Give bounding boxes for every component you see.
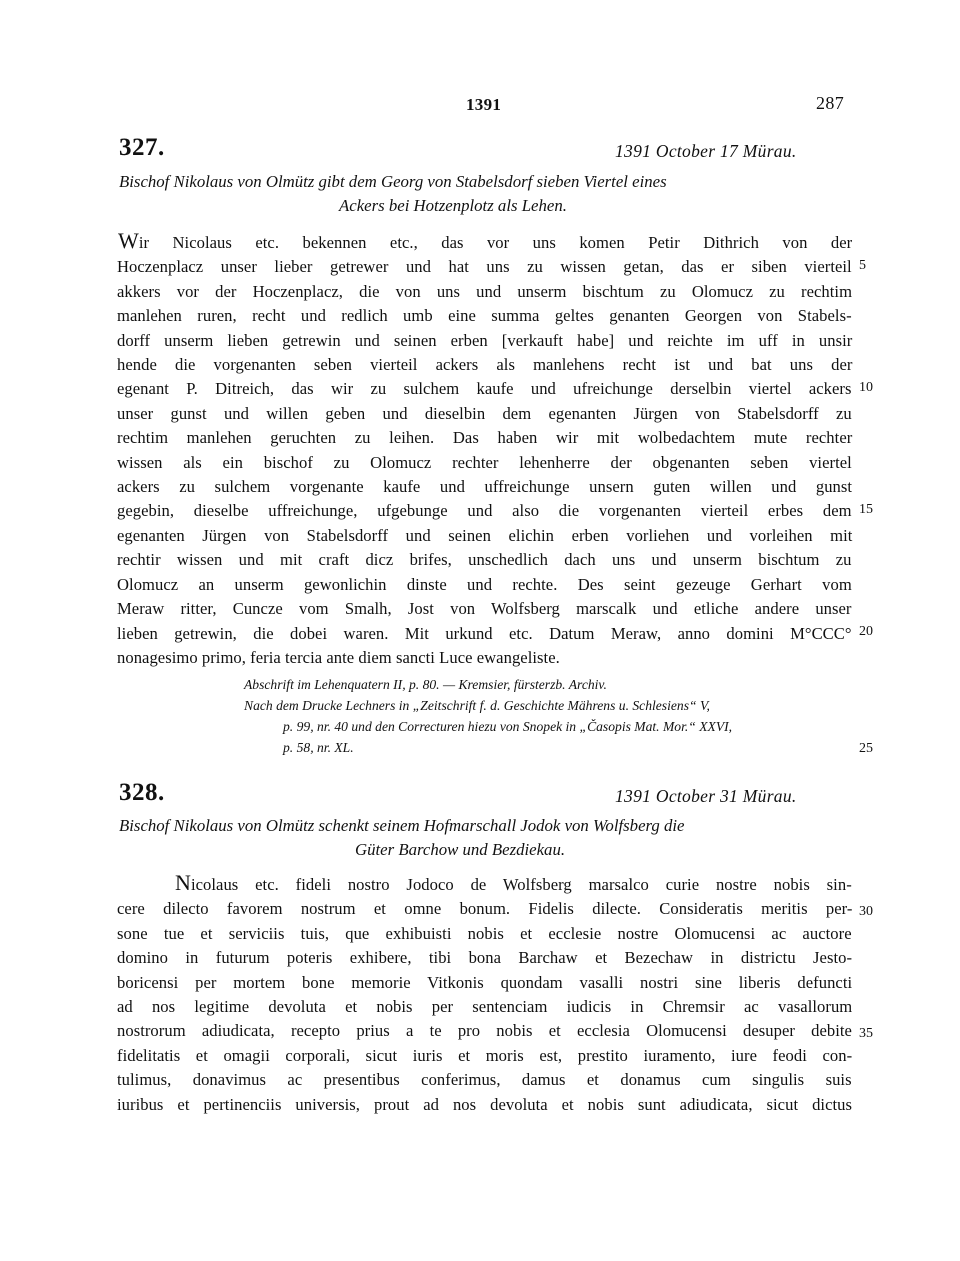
text-line: dorff unserm lieben getrewin und seinen erben [verkauft habe] und reichte im uff in unsir — [117, 330, 853, 350]
document-text — [117, 871, 852, 1117]
text-line: ackers zu sulchem vorgenante kaufe und uffreichunge unsern guten willen und gunst — [117, 477, 853, 497]
text-line: unser gunst und willen geben und dieselbin dem egenanten Jürgen von Stabelsdorff zu — [117, 403, 852, 423]
document-date: 1391 October 31 Mürau. — [615, 786, 797, 806]
initial-letter: W — [118, 228, 139, 253]
initial-letter: N — [175, 870, 191, 895]
text-line: manlehen ruren, recht und redlich umb eine summa geltes genanten Georgen von Stabels- — [117, 306, 852, 326]
text-line: fidelitatis et omagii corporali, sicut iuris et moris est, prestito iuramento, iure feodi con- — [117, 1045, 853, 1065]
regest-line: Güter Barchow und Bezdiekau. — [355, 840, 566, 859]
line-number: 25 — [859, 741, 873, 756]
document-number: 327. — [119, 134, 165, 161]
text-line: hende die vorgenanten seben vierteil ackers als manlehens recht ist und bat uns der — [117, 355, 853, 375]
page-number: 287 — [816, 93, 845, 113]
document-date: 1391 October 17 Mürau. — [615, 141, 797, 161]
text-line — [117, 229, 852, 255]
source-note: Abschrift im Lehenquatern II, p. 80. — Kremsier, fürsterzb. Archiv. — [244, 677, 607, 692]
source-note: p. 99, nr. 40 und den Correcturen hiezu von Snopek in „Časopis Mat. Mor.“ XXVI, — [283, 719, 733, 734]
line-number: 15 — [859, 502, 873, 517]
text-line: rechtim manlehen geruchten zu leihen. Das haben wir mit wolbedachtem mute rechter — [117, 428, 853, 448]
text-line: Hoczenplacz unser lieber getrewer und hat uns zu wissen getan, das er siben vierteil — [117, 257, 852, 277]
text-line: rechtir wissen und mit craft dicz brifes, unschedlich dach uns und unserm bischtum zu — [117, 550, 852, 570]
line-number: 30 — [859, 904, 873, 919]
regest-line: Ackers bei Hotzenplotz als Lehen. — [339, 196, 567, 215]
text-line: egenanten Jürgen von Stabelsdorff und seinen elichin erben vorliehen und vorleihen mit — [117, 525, 853, 545]
source-note: Nach dem Drucke Lechners in „Zeitschrift f. d. Geschichte Mährens u. Schlesiens“ V, — [244, 698, 710, 713]
text-line: akkers vor der Hoczenplacz, die von uns und unserm bischtum zu Olomucz zu rechtim — [117, 281, 853, 301]
line-number: 5 — [859, 258, 866, 273]
text-line: Olomucz an unserm gewonlichin dinste und rechte. Des seint gezeuge Gerhart vom — [117, 574, 852, 594]
text-line: Meraw ritter, Cuncze vom Smalh, Jost von Wolfsberg marscalk und etliche andere unser — [117, 599, 852, 619]
text-line: sone tue et serviciis tuis, que exhibuisti nobis et ecclesie nostre Olomucensi ac auctore — [117, 923, 852, 943]
source-note: p. 58, nr. XL. — [283, 740, 354, 755]
text-line: ad nos legitime devoluta et nobis per sentenciam iudicis in Chremsir ac vasallorum — [117, 997, 853, 1017]
text-line: lieben getrewin, die dobei waren. Mit urkund etc. Datum Meraw, anno domini M°CCC° — [117, 623, 852, 643]
line-number: 10 — [859, 380, 873, 395]
text-line: boricensi per mortem bone memorie Vitkonis quondam vasalli nostri sine liberis defuncti — [117, 972, 853, 992]
first-line-text: ir Nicolaus etc. bekennen etc., das vor uns komen Petir Dithrich von der — [138, 233, 853, 252]
line-number: 20 — [859, 624, 873, 639]
text-line: egenant P. Ditreich, das wir zu sulchem kaufe und ufreichunge derselbin viertel ackers — [117, 379, 852, 399]
line-number: 35 — [859, 1026, 873, 1041]
running-header-year: 1391 — [466, 95, 502, 114]
text-line — [117, 871, 852, 897]
text-line: iuribus et pertinenciis universis, prout ad nos devoluta et nobis sunt adiudicata, sicut dictus — [117, 1094, 853, 1114]
text-line: tulimus, donavimus ac presentibus conferimus, damus et donamus cum singulis suis — [117, 1070, 852, 1090]
document-text — [117, 229, 852, 670]
document-number: 328. — [119, 779, 165, 806]
text-line: nostrorum adiudicata, recepto prius a te pro nobis et ecclesia Olomucensi desuper debite — [117, 1021, 852, 1041]
text-line: wissen als ein bischof zu Olomucz rechter lehenherre der obgenanten seben viertel — [117, 452, 852, 472]
text-line: gegebin, dieselbe uffreichunge, ufgebunge und also die vorgenanten vierteil erbes dem — [117, 501, 852, 521]
text-line: domino in futurum poteris exhibere, tibi bona Barchaw et Bezechaw in districtu Jesto- — [117, 948, 853, 968]
text-line: nonagesimo primo, feria tercia ante diem sancti Luce ewangeliste. — [117, 647, 560, 667]
first-line-text: icolaus etc. fideli nostro Jodoco de Wolfsberg marsalco curie nostre nobis sin- — [190, 875, 852, 894]
regest-line: Bischof Nikolaus von Olmütz gibt dem Georg von Stabelsdorf sieben Viertel eines — [119, 172, 667, 191]
regest-line: Bischof Nikolaus von Olmütz schenkt seinem Hofmarschall Jodok von Wolfsberg die — [119, 816, 685, 835]
text-line: cere dilecto favorem nostrum et omne bonum. Fidelis dilecte. Consideratis meritis per- — [117, 899, 853, 919]
